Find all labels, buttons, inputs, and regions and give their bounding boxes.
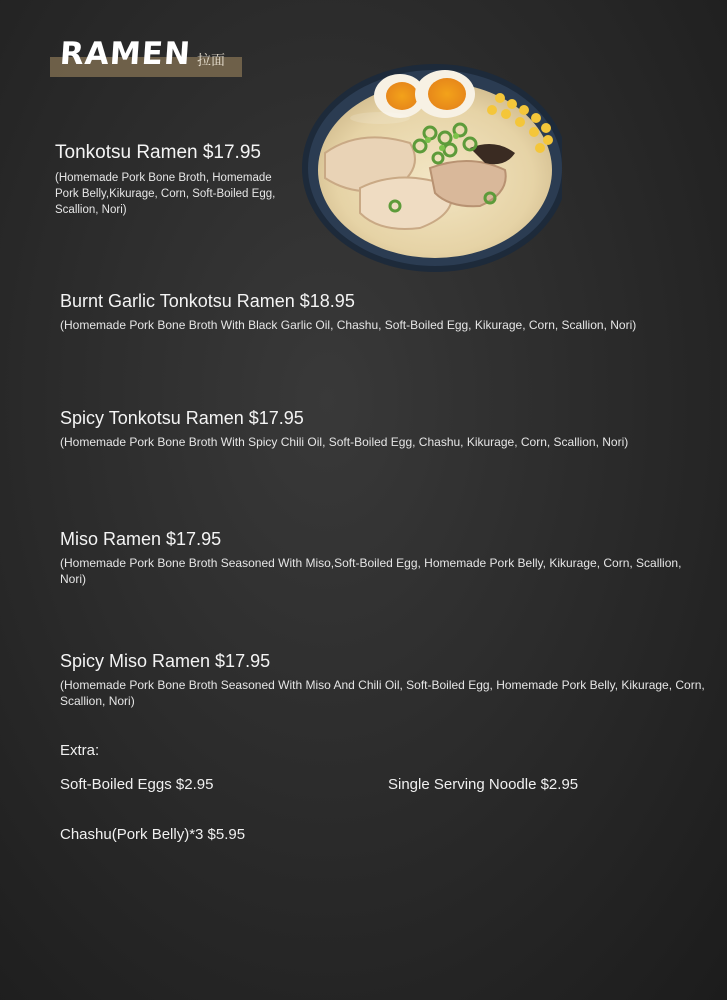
menu-item-description: (Homemade Pork Bone Broth With Black Garlic Oil, Chashu, Soft-Boiled Egg, Kikurage, Corn, Scallion, Nori) [60,318,637,332]
extra-item: Single Serving Noodle $2.95 [388,776,579,793]
menu-item-description: (Homemade Pork Bone Broth Seasoned With Miso,Soft-Boiled Egg, Homemade Pork Belly, Kikurage, Corn, Scallion, Nori) [60,556,682,586]
menu-item [60,290,710,333]
menu-item [60,407,710,450]
menu-item-name: Spicy Miso Ramen $17.95 [60,651,271,671]
menu-item [60,528,710,587]
section-header [50,36,242,78]
ramen-bowl-photo [300,58,562,272]
menu-item [55,142,290,218]
section-title-japanese: 拉面 [197,53,225,69]
extras-heading: Extra: [60,742,100,759]
menu-item-name: Miso Ramen $17.95 [60,529,222,549]
menu-item-name: Tonkotsu Ramen $17.95 [55,142,261,163]
menu-item-description: (Homemade Pork Bone Broth With Spicy Chili Oil, Soft-Boiled Egg, Chashu, Kikurage, Corn, Scallion, Nori) [60,435,629,449]
menu-item-name: Spicy Tonkotsu Ramen $17.95 [60,408,304,428]
menu-item-description: (Homemade Pork Bone Broth Seasoned With Miso And Chili Oil, Soft-Boiled Egg, Homemade Pork Belly, Kikurage, Corn, Scallion, Nori) [60,678,705,708]
ramen-bowl-icon [300,58,562,272]
extra-item: Chashu(Pork Belly)*3 $5.95 [60,826,246,843]
extra-item: Soft-Boiled Eggs $2.95 [60,776,214,793]
menu-item [60,650,710,709]
section-title: RAMEN [58,36,193,72]
menu-item-description: (Homemade Pork Bone Broth, Homemade Pork Belly,Kikurage, Corn, Soft-Boiled Egg, Scallion, Nori) [55,172,276,216]
menu-item-name: Burnt Garlic Tonkotsu Ramen $18.95 [60,291,355,311]
